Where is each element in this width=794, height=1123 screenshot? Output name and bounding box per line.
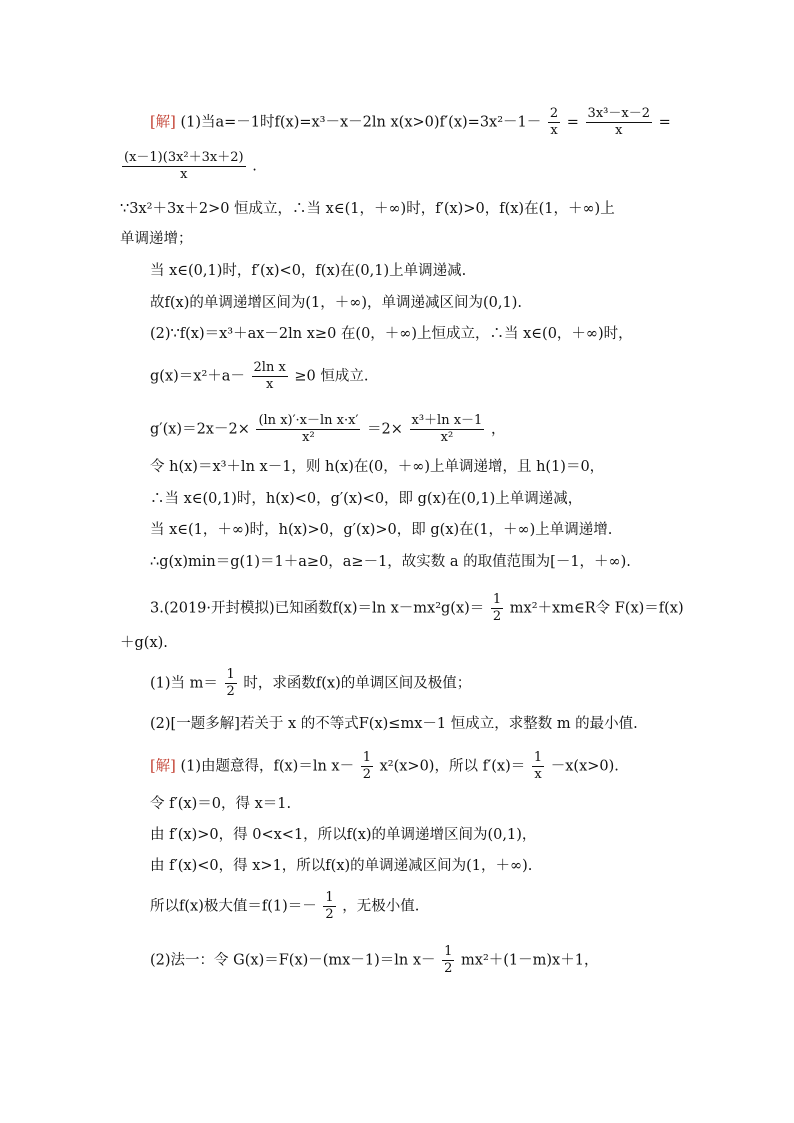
solution-line-5: 当 x∈(0,1)时，f′(x)<0，f(x)在(0,1)上单调递减. (150, 263, 467, 279)
solution-line-7: (2)∵f(x)＝x³＋ax－2ln x≥0 在(0，＋∞)上恒成立，∴当 x∈(0，＋∞)时， (150, 326, 633, 342)
text: g′(x)＝2x－2× (150, 421, 250, 438)
numerator: 1 (533, 750, 543, 765)
denominator: x (534, 767, 542, 782)
text: g(x)＝x²＋a－ (150, 368, 245, 385)
text: (1)当a=－1时f(x)=x³－x－2ln x(x>0)f′(x)=3x²－1－ (180, 114, 542, 131)
question-3-line-1 (150, 592, 684, 625)
solution-line-12: 当 x∈(1，＋∞)时，h(x)>0，g′(x)>0，即 g(x)在(1，＋∞)上单调递增. (150, 522, 613, 538)
denominator: 2 (226, 684, 235, 699)
numerator: 1 (492, 592, 502, 607)
solution-line-1 (150, 106, 671, 139)
text: . (252, 158, 257, 175)
text: ， (490, 421, 506, 438)
text: (1)当 m＝ (150, 675, 218, 692)
fraction (410, 413, 485, 446)
denominator: 2 (325, 907, 334, 922)
text: 3.(2019·开封模拟)已知函数f(x)＝ln x－mx²g(x)＝ (150, 600, 485, 617)
text: 所以f(x)极大值＝f(1)＝－ (150, 898, 317, 915)
solution-line-2 (120, 150, 257, 183)
numerator: (x－1)(3x²＋3x＋2) (124, 150, 244, 165)
solution-line-8 (150, 360, 369, 393)
text: = (566, 114, 579, 131)
text: mx²＋(1－m)x＋1， (461, 952, 599, 969)
numerator: 1 (444, 944, 453, 959)
solution-line-6: 故f(x)的单调递增区间为(1，＋∞)，单调递减区间为(0,1). (150, 295, 522, 311)
text: mx²＋xm∈R令 F(x)＝f(x) (509, 600, 684, 617)
text: －x(x>0). (550, 758, 619, 775)
solution2-line-3: 由 f′(x)>0，得 0<x<1，所以f(x)的单调递增区间为(0,1)， (150, 827, 537, 843)
text: ，无极小值. (342, 898, 420, 915)
denominator: 2 (362, 767, 371, 782)
solution-line-4: 单调递增； (120, 231, 193, 247)
solution2-line-1 (150, 750, 619, 783)
solution2-line-5 (150, 890, 419, 923)
solution2-line-2: 令 f′(x)＝0，得 x＝1. (150, 796, 292, 812)
denominator: x² (440, 430, 454, 445)
denominator: 2 (492, 609, 502, 624)
solution2-line-4: 由 f′(x)<0，得 x>1，所以f(x)的单调递减区间为(1，＋∞). (150, 858, 533, 874)
fraction (225, 667, 237, 700)
fraction (442, 944, 454, 977)
solution-line-10: 令 h(x)＝x³＋ln x－1，则 h(x)在(0，＋∞)上单调递增，且 h(1)＝0， (150, 459, 605, 475)
denominator: x (180, 167, 188, 182)
solution2-line-6 (150, 944, 598, 977)
denominator: x (615, 123, 623, 138)
fraction (252, 360, 288, 393)
numerator: 2 (549, 106, 559, 121)
solution-tag: [解] (150, 758, 176, 775)
fraction (361, 750, 373, 783)
numerator: 1 (362, 750, 371, 765)
fraction (586, 106, 652, 139)
fraction (256, 413, 360, 446)
question-3-line-2: ＋g(x). (120, 635, 168, 651)
fraction (323, 890, 335, 923)
solution-line-11: ∴当 x∈(0,1)时，h(x)<0，g′(x)<0，即 g(x)在(0,1)上单调递减， (150, 491, 583, 507)
fraction (548, 106, 560, 139)
denominator: x² (302, 430, 315, 445)
numerator: 1 (226, 667, 235, 682)
fraction (122, 150, 246, 183)
solution-line-3: ∵3x²＋3x＋2>0 恒成立，∴当 x∈(1，＋∞)时，f′(x)>0，f(x)在(1，＋∞)上 (120, 201, 615, 217)
numerator: x³＋ln x－1 (411, 413, 483, 428)
denominator: 2 (444, 961, 453, 976)
question-3-line-3 (150, 667, 471, 700)
denominator: x (265, 377, 274, 392)
numerator: 3x³－x－2 (587, 106, 650, 121)
text: = (658, 114, 671, 131)
text: ≥0 恒成立. (294, 368, 369, 385)
numerator: 1 (325, 890, 334, 905)
text: ＝2× (367, 421, 403, 438)
solution-tag: [解] (150, 114, 176, 131)
text: (2)法一：令 G(x)＝F(x)－(mx－1)＝ln x－ (150, 952, 436, 969)
question-3-line-4: (2)[一题多解]若关于 x 的不等式F(x)≤mx－1 恒成立，求整数 m 的最小值. (150, 716, 638, 732)
solution-line-13: ∴g(x)min＝g(1)＝1＋a≥0，a≥－1，故实数 a 的取值范围为[－1，＋∞). (150, 554, 631, 570)
denominator: x (550, 123, 558, 138)
fraction (532, 750, 544, 783)
numerator: (ln x)′·x－ln x·x′ (258, 413, 359, 428)
text: 时，求函数f(x)的单调区间及极值； (243, 675, 472, 692)
solution-line-9 (150, 413, 505, 446)
text: (1)由题意得，f(x)＝ln x－ (180, 758, 355, 775)
fraction (491, 592, 503, 625)
text: x²(x>0)，所以 f′(x)＝ (379, 758, 526, 775)
numerator: 2ln x (253, 360, 286, 375)
